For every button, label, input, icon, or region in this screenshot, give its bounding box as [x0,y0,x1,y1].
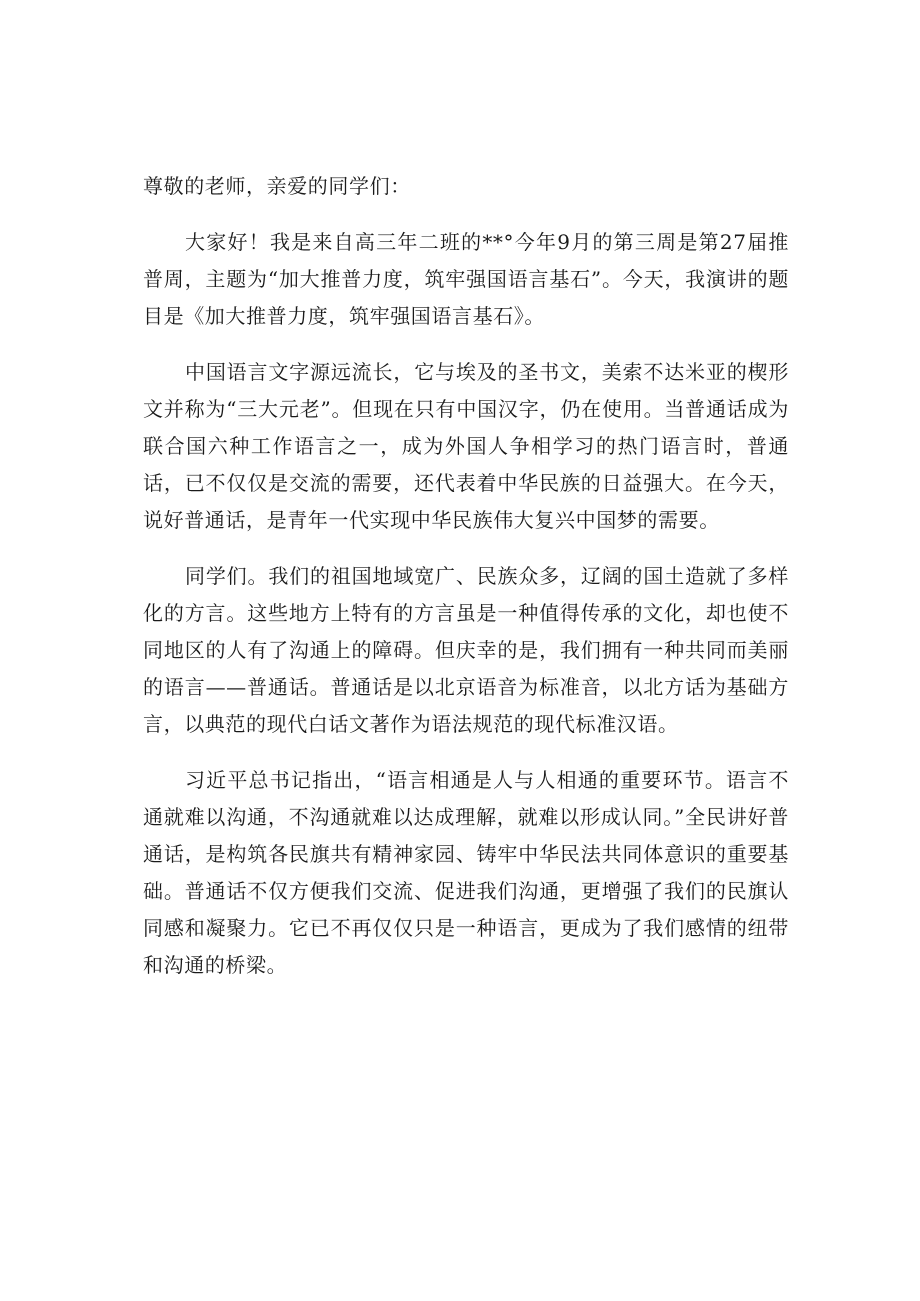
paragraph-dialects: 同学们。我们的祖国地域宽广、民族众多，辽阔的国土造就了多样化的方言。这些地方上特有的方言虽是一种值得传承的文化，却也使不同地区的人有了沟通上的障碍。但庆幸的是，我们拥有一种共同而美丽的语言——普通话。普通话是以北京语音为标准音，以北方话为基础方言，以典范的现代白话文著作为语法规范的现代标准汉语。 [143,564,789,736]
paragraph-greeting: 大家好！我是来自高三年二班的**°今年9月的第三周是第27届推普周，主题为“加大推普力度，筑牢强国语言基石”。今天，我演讲的题目是《加大推普力度，筑牢强国语言基石》。 [143,230,789,328]
salutation: 尊敬的老师，亲爱的同学们： [143,174,411,198]
speech-text [143,168,789,1003]
paragraph-quote: 习近平总书记指出，“语言相通是人与人相通的重要环节。语言不通就难以沟通，不沟通就难以达成理解，就难以形成认同。”全民讲好普通话，是构筑各民旗共有精神家园、铸牢中华民法共同体意识的重要基础。普通话不仅方便我们交流、促进我们沟通，更增强了我们的民旗认同感和凝聚力。它已不再仅仅只是一种语言，更成为了我们感情的纽带和沟通的桥梁。 [143,768,789,977]
paragraph-history: 中国语言文字源远流长，它与埃及的圣书文，美索不达米亚的楔形文并称为“三大元老”。但现在只有中国汉字，仍在使用。当普通话成为联合国六种工作语言之一，成为外国人争相学习的热门语言时，普通话，已不仅仅是交流的需要，还代表着中华民族的日益强大。在今天，说好普通话，是青年一代实现中华民族伟大复兴中国梦的需要。 [143,360,789,532]
